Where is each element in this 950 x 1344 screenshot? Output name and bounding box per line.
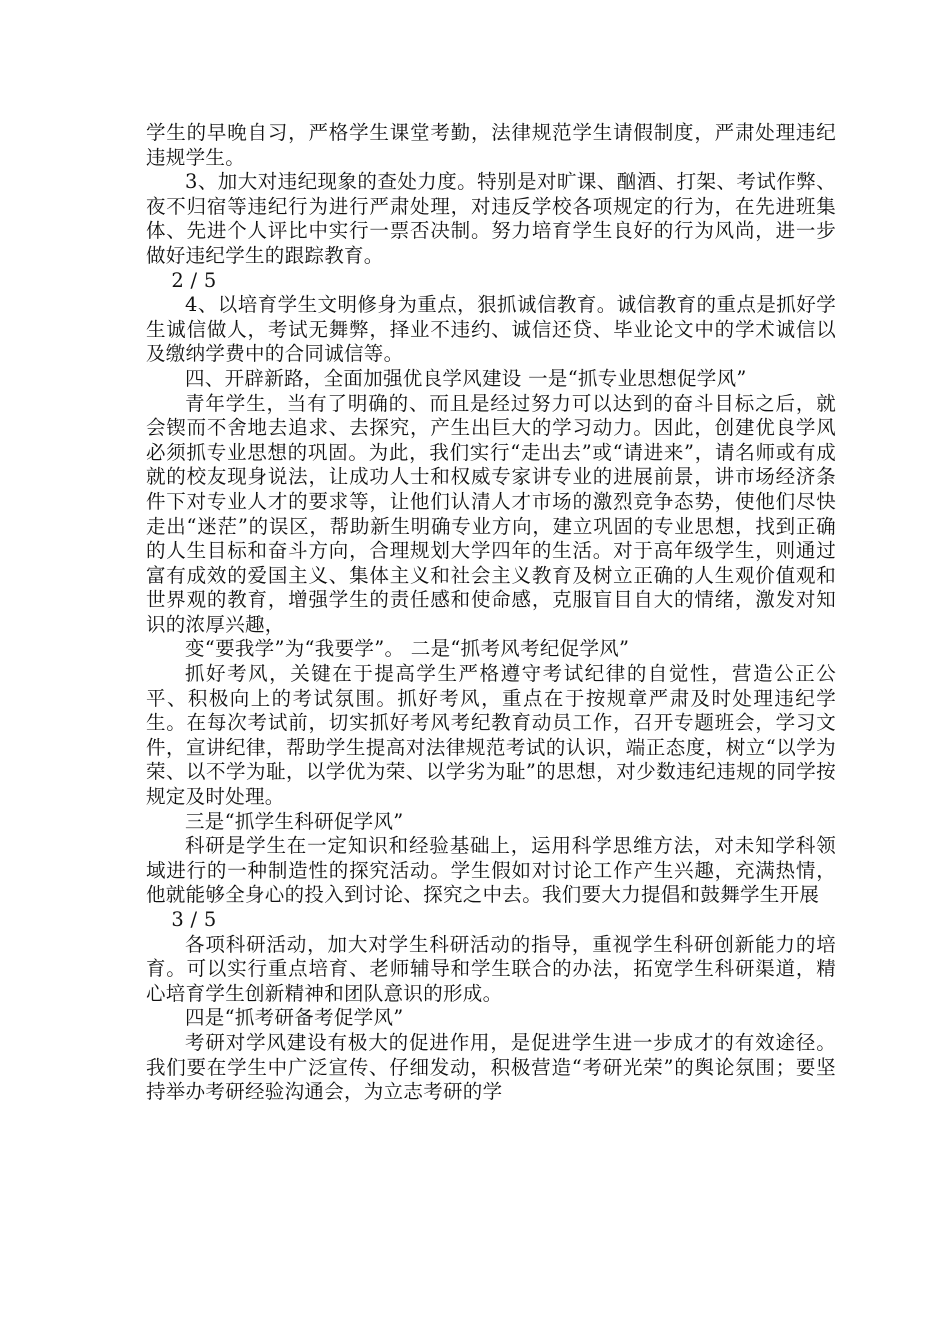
section-heading: 三是“抓学生科研促学风”	[185, 809, 404, 833]
section-heading: 变“要我学”为“我要学”。 二是“抓考风考纪促学风”	[185, 637, 630, 661]
page-number: 3 / 5	[171, 908, 217, 931]
paragraph: 考研对学风建设有极大的促进作用，是促进学生进一步成才的有效途径。我们要在学生中广泛宣传、仔细发动，积极营造“考研光荣”的舆论氛围；要坚持举办考研经验沟通会，为立志考研的学	[146, 1030, 836, 1104]
paragraph: 学生的早晚自习，严格学生课堂考勤，法律规范学生请假制度，严肃处理违纪违规学生。	[146, 121, 836, 169]
paragraph: 3、加大对违纪现象的查处力度。特别是对旷课、酗酒、打架、考试作弊、夜不归宿等违纪行为进行严肃处理，对违反学校各项规定的行为，在先进班集体、先进个人评比中实行一票否决制。努力培育学生良好的行为风尚，进一步做好违纪学生的跟踪教育。	[146, 170, 836, 267]
paragraph: 青年学生，当有了明确的、而且是经过努力可以达到的奋斗目标之后，就会锲而不舍地去追求、去探究，产生出巨大的学习动力。因此，创建优良学风必须抓专业思想的巩固。为此，我们实行“走出去”或“请进来”，请名师或有成就的校友现身说法，让成功人士和权威专家讲专业的进展前景，讲市场经济条件下对专业人才的要求等，让他们认清人才市场的激烈竞争态势，使他们尽快走出“迷茫”的误区，帮助新生明确专业方向，建立巩固的专业思想，找到正确的人生目标和奋斗方向，合理规划大学四年的生活。对于高年级学生，则通过富有成效的爱国主义、集体主义和社会主义教育及树立正确的人生观价值观和世界观的教育，增强学生的责任感和使命感，克服盲目自大的情绪，激发对知识的浓厚兴趣，	[146, 391, 836, 636]
section-heading: 四是“抓考研备考促学风”	[185, 1006, 404, 1030]
paragraph: 各项科研活动，加大对学生科研活动的指导，重视学生科研创新能力的培育。可以实行重点培育、老师辅导和学生联合的办法，拓宽学生科研渠道，精心培育学生创新精神和团队意识的形成。	[146, 932, 836, 1005]
paragraph: 抓好考风，关键在于提高学生严格遵守考试纪律的自觉性，营造公正公平、积极向上的考试氛围。抓好考风，重点在于按规章严肃及时处理违纪学生。在每次考试前，切实抓好考风考纪教育动员工作，召开专题班会，学习文件，宣讲纪律，帮助学生提高对法律规范考试的认识，端正态度，树立“以学为荣、以不学为耻，以学优为荣、以学劣为耻”的思想，对少数违纪违规的同学按规定及时处理。	[146, 662, 836, 809]
paragraph: 4、以培育学生文明修身为重点，狠抓诚信教育。诚信教育的重点是抓好学生诚信做人，考试无舞弊，择业不违约、诚信还贷、毕业论文中的学术诚信以及缴纳学费中的合同诚信等。	[146, 293, 836, 366]
document-body	[146, 121, 836, 1105]
paragraph: 科研是学生在一定知识和经验基础上，运用科学思维方法，对未知学科领域进行的一种制造性的探究活动。学生假如对讨论工作产生兴趣，充满热情，他就能够全身心的投入到讨论、探究之中去。我们要大力提倡和鼓舞学生开展	[146, 834, 836, 907]
page-number: 2 / 5	[171, 268, 217, 292]
section-heading: 四、开辟新路，全面加强优良学风建设 一是“抓专业思想促学风”	[185, 366, 747, 390]
